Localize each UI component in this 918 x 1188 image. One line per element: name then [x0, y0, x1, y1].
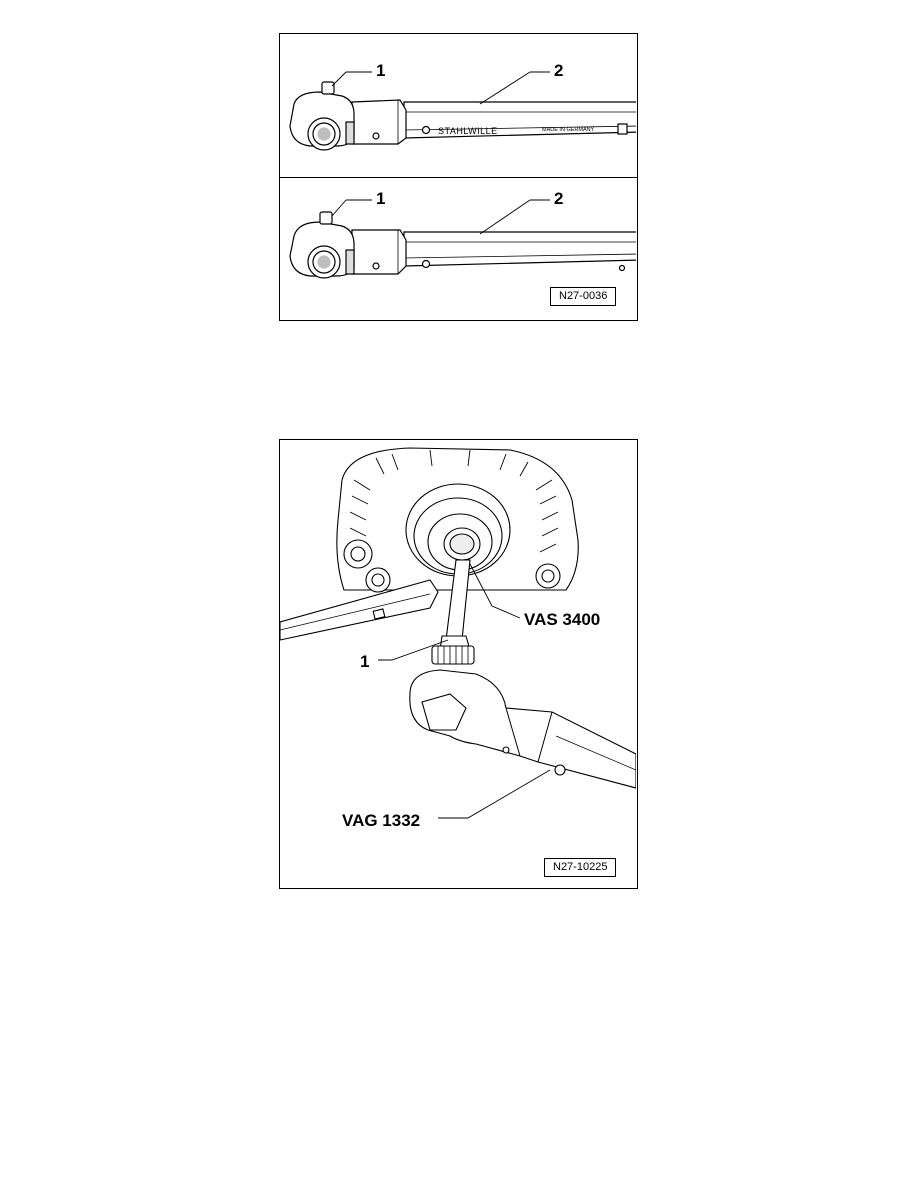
wrench-top: [290, 82, 636, 150]
callout-lines-top: [332, 72, 550, 104]
figure-torque-wrench: [279, 33, 638, 321]
panel-divider: [280, 177, 637, 178]
callout-lines-bottom: [332, 200, 550, 234]
brand-label: STAHLWILLE: [438, 126, 498, 136]
callout-2-top: 2: [554, 61, 564, 80]
callout-1-top: 1: [376, 61, 386, 80]
callout-vas-3400: VAS 3400: [524, 610, 601, 629]
torque-wrench: [410, 670, 636, 788]
callout-1: 1: [360, 652, 370, 671]
figure-id-label: N27-0036: [550, 287, 616, 306]
callout-1-bottom: 1: [376, 189, 386, 208]
alternator-illustration: [280, 440, 636, 887]
callout-2-bottom: 2: [554, 189, 564, 208]
wrench-bottom: [290, 212, 636, 278]
figure-id-label: N27-10225: [544, 858, 616, 877]
fine-print-label: MADE IN GERMANY: [542, 127, 595, 133]
callout-vag-1332: VAG 1332: [342, 811, 421, 830]
figure-alternator-tightening: [279, 439, 638, 889]
